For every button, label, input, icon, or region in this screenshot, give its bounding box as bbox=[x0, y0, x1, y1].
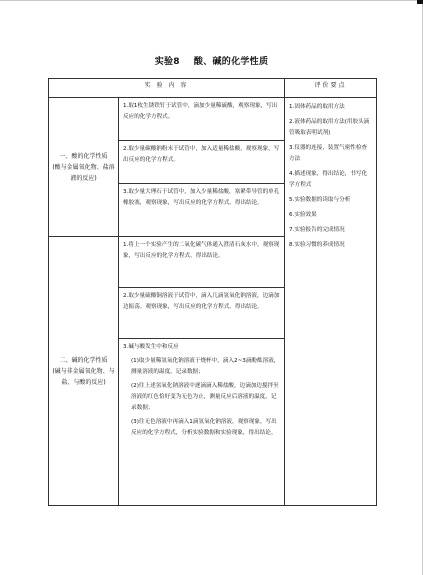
criterion-item: 4.描述现象，得出结论，书写化学方程式 bbox=[289, 171, 368, 188]
experiment-name: 酸、碱的化学性质 bbox=[193, 57, 269, 67]
acid-step-1: 1.取1枚生锈铁钉于试管中，滴加少量稀硫酸，观察现象，写出反应的化学方程式。 bbox=[119, 98, 285, 141]
page-title bbox=[0, 54, 423, 67]
criterion-item: 6.实验效果 bbox=[289, 212, 317, 218]
header-content: 实 验 内 容 bbox=[49, 79, 285, 98]
corner-marker bbox=[417, 0, 423, 4]
category-sub-label: (碱与非金属氧化物、与盐、与酸的反应) bbox=[52, 367, 115, 386]
category-acid bbox=[49, 98, 119, 237]
table-header-row bbox=[49, 79, 377, 98]
acid-step-2: 2.取少量碳酸钠粉末于试管中，加入适量稀盐酸，观察现象，写出反应的化学方程式。 bbox=[119, 141, 285, 184]
category-base bbox=[49, 237, 119, 506]
category-sub-label: (酸与金属氧化物、盐溶液的反应) bbox=[52, 163, 115, 182]
base-step-2: 2.取少量硫酸铜溶液于试管中，滴入几滴氢氧化钠溶液，边滴加边振荡。观察现象，写出反应的化学方程式，得出结论。 bbox=[119, 288, 285, 339]
criterion-item: 8.实验习惯的养成情况 bbox=[289, 242, 345, 248]
criterion-item: 3.仪器的连接，装置气密性检查方法 bbox=[289, 145, 368, 162]
category-label: 一、酸的化学性质 bbox=[59, 152, 108, 160]
evaluation-criteria bbox=[285, 98, 377, 506]
experiment-number: 实验8 bbox=[154, 57, 180, 67]
base-step-3 bbox=[119, 339, 285, 506]
criterion-item: 7.实验报告的完成情况 bbox=[289, 227, 345, 233]
criterion-item: 1.固体药品的取用方法 bbox=[289, 104, 345, 110]
experiment-table bbox=[48, 78, 377, 506]
neutralization-item: (2)往上述氢氧化钠溶液中逐滴滴入稀盐酸，边滴加边搅拌至溶液的红色恰好变为无色为止，测量反应后溶液的温度，记录数据； bbox=[131, 383, 279, 411]
criterion-item: 5.实验数据的读取与分析 bbox=[289, 197, 351, 203]
category-label: 二、碱的化学性质 bbox=[59, 356, 108, 364]
neutralization-item: (3)往无色溶液中再滴入1滴氢氧化钠溶液，观察现象，写出反应的化学方程式，分析实验数据和实验现象，得出结论。 bbox=[131, 419, 277, 436]
neutralization-item: (1)取少量稀氢氧化钠溶液于烧杯中，滴入2~3滴酚酞溶液，测量溶液的温度，记录数据； bbox=[131, 358, 280, 375]
base-step-1: 1.将上一个实验产生的二氧化碳气体通入澄清石灰水中，观察现象，写出反应的化学方程式，得出结论。 bbox=[119, 237, 285, 288]
acid-step-3: 3.取少量大理石于试管中，加入少量稀盐酸，塞紧带导管的单孔橡胶塞，观察现象，写出反应的化学方程式，得出结论。 bbox=[119, 184, 285, 237]
criterion-item: 2.液体药品的取用方法(用胶头滴管吸取表明试剂) bbox=[289, 119, 370, 136]
neutralization-heading: 3.碱与酸发生中和反应 bbox=[123, 344, 179, 350]
header-evaluation: 评价要点 bbox=[285, 79, 377, 98]
table-row bbox=[49, 98, 377, 141]
